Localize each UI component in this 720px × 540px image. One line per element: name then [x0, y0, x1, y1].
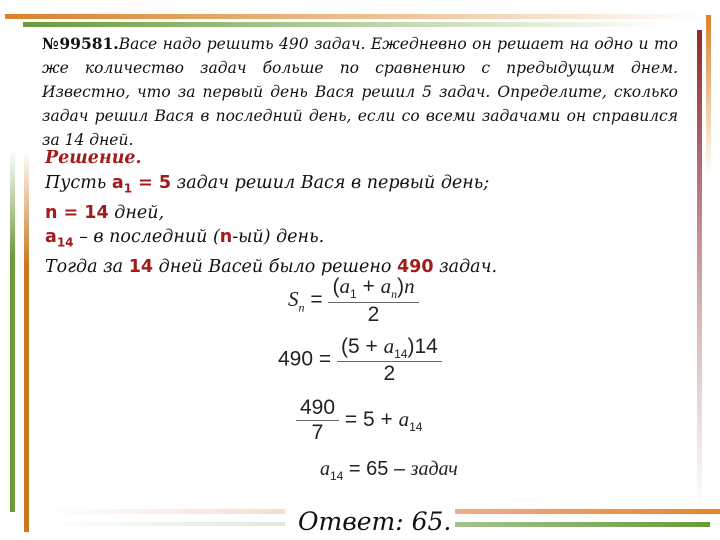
variable: $a_{14}$ — [45, 227, 74, 250]
decorative-bar — [45, 509, 285, 514]
text: -ый) день. — [232, 227, 325, 247]
solution — [45, 146, 497, 280]
formula-substitution: 490 = $\frac{(5 + a_{14})14}{2}$ — [278, 334, 442, 386]
decorative-bar — [440, 522, 710, 527]
solution-line — [45, 201, 497, 226]
text: Тогда за — [45, 257, 129, 277]
text: – в последний ( — [73, 227, 220, 247]
decorative-bar — [440, 509, 720, 514]
text: задач решил Вася в первый день; — [171, 172, 490, 193]
decorative-bar — [23, 22, 663, 27]
text: дней, — [108, 202, 165, 223]
decorative-bar — [5, 14, 705, 19]
variable: $a_1 = 5$ — [111, 172, 172, 195]
problem-text: Васе надо решить 490 задач. Ежедневно он решает на одно и то же количество задач больше по сравнению с предыдущим днем. Известно, что за первый день Вася решил 5 задач. Определите, сколько задач решил Вася в последний день, если со всеми задачами он справился за 14 дней. — [42, 35, 678, 149]
value: 14 — [128, 257, 154, 277]
text: Пусть — [45, 172, 112, 193]
answer: Ответ: 65. — [294, 507, 455, 536]
formula-divide: $\frac{490}{7}$ = $5 + a_{14}$ — [296, 396, 422, 445]
text: задач. — [433, 257, 498, 277]
solution-line — [45, 171, 497, 201]
variable: n = 14 — [45, 202, 109, 223]
decorative-bar — [706, 15, 711, 175]
solution-line — [45, 225, 497, 255]
formula-result: $a_{14} = 65$ – задач — [320, 458, 458, 483]
variable: n — [219, 227, 233, 247]
decorative-bar — [10, 150, 15, 512]
decorative-bar — [45, 522, 285, 526]
decorative-bar — [697, 30, 702, 510]
text: дней Васей было решено — [153, 257, 397, 277]
solution-heading: Решение. — [45, 148, 142, 168]
problem-number: №99581. — [42, 34, 119, 53]
value: 490 — [397, 257, 434, 277]
formula-sum: $S_n$ = $\frac{(a_1 + a_n)n}{2}$ — [288, 274, 419, 327]
solution-line — [45, 255, 497, 280]
decorative-bar — [24, 150, 29, 532]
problem-statement — [42, 32, 678, 152]
